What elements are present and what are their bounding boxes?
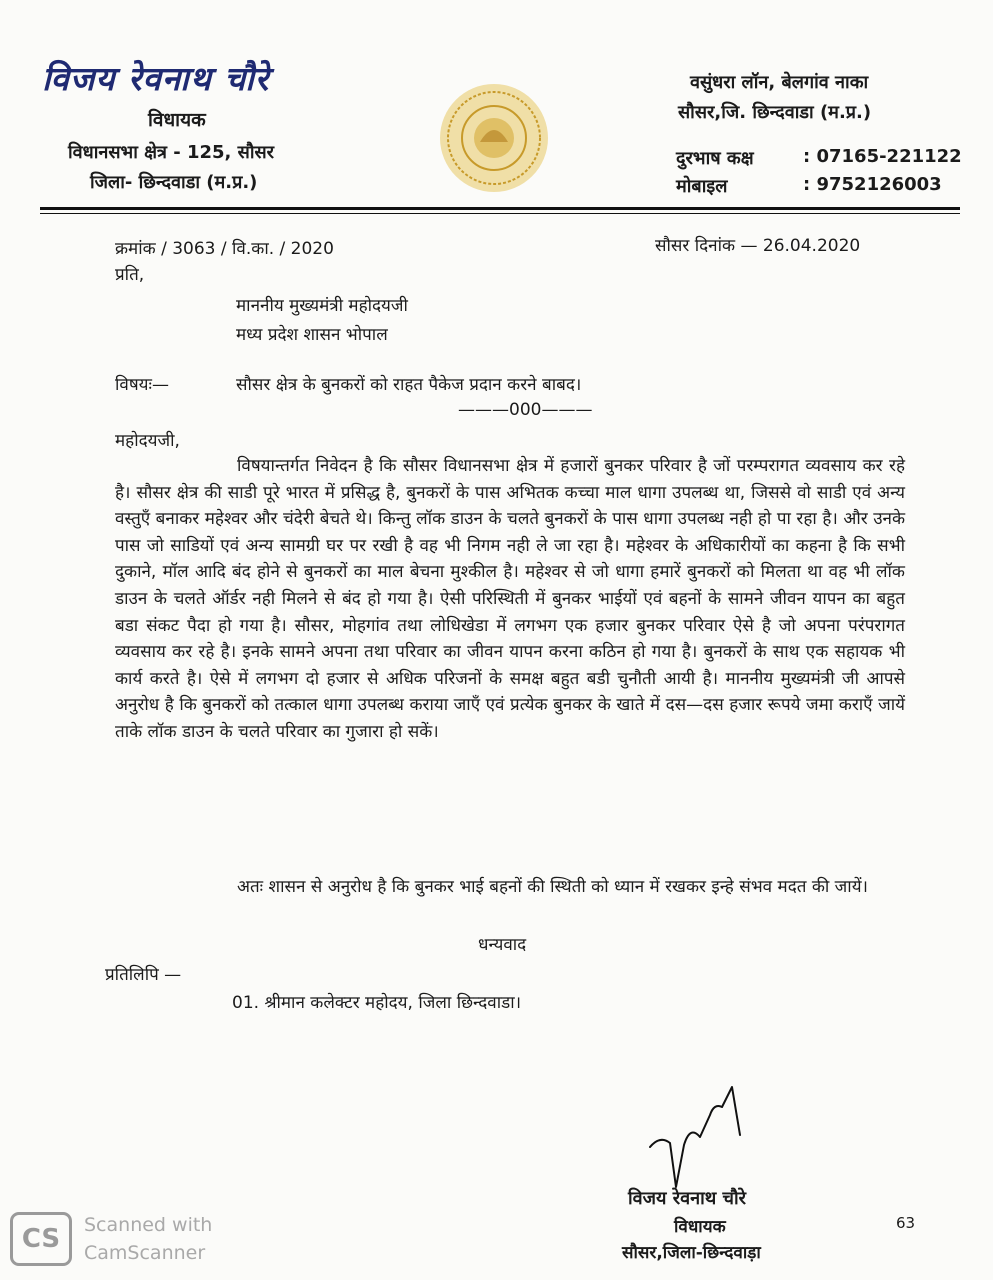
letterhead-constituency: विधानसभा क्षेत्र - 125, सौसर	[68, 142, 275, 163]
mobile-value: : 9752126003	[803, 174, 942, 195]
scanner-text-line1: Scanned with	[84, 1214, 213, 1236]
phone-label: दुरभाष कक्ष	[676, 148, 754, 169]
phone-value: : 07165-221122	[803, 146, 962, 167]
ref-number: क्रमांक / 3063 / वि.का. / 2020	[115, 239, 334, 259]
address-line2: सौसर,जि. छिन्दवाडा (म.प्र.)	[678, 102, 872, 123]
letter-date: सौसर दिनांक — 26.04.2020	[655, 236, 861, 256]
addressee-line1: माननीय मुख्यमंत्री महोदयजी	[236, 296, 408, 316]
emblem-seal-icon	[438, 82, 550, 194]
header-divider	[40, 207, 960, 210]
scanner-text-line2: CamScanner	[84, 1242, 206, 1264]
body-paragraph-2: अतः शासन से अनुरोध है कि बुनकर भाई बहनों की स्थिती को ध्यान में रखकर इन्हे संभव मदत की जायें।	[237, 877, 868, 897]
signature-name: विजय रेवनाथ चौरे	[628, 1188, 746, 1209]
signature-designation: विधायक	[674, 1217, 726, 1237]
signature-place: सौसर,जिला-छिन्दवाड़ा	[622, 1243, 761, 1263]
letterhead-designation: विधायक	[148, 109, 206, 131]
copy-label: प्रतिलिपि —	[105, 965, 182, 985]
body-paragraph-1: विषयान्तर्गत निवेदन है कि सौसर विधानसभा क्षेत्र में हजारों बुनकर परिवार है जों परम्परागत व्यवसाय कर रहे है। सौसर क्षेत्र की साडी पूरे भारत में प्रसिद्ध है, बुनकरों के पास अभितक कच्चा माल धागा उपलब्ध था, जिससे वो साडी एवं अन्य वस्तुएँ बनाकर महेश्वर और चंदेरी बेचते थे। किन्तु लॉक डाउन के चलते बुनकरों के पास धागा उपलब्ध नही हो पा रहा है। और उनके पास जो साडियों एवं अन्य सामग्री घर पर रखी है वह भी निगम नही ले जा रहा है। महेश्वर के अधिकारीयों का कहना है कि सभी दुकाने, मॉल आदि बंद होने से बुनकरों का माल बेचना मुश्कील है। महेश्वर से जो धागा हमारें बुनकरों को मिलता था वह भी लॉक डाउन के चलते ऑर्डर नही मिलने से बंद हो गया है। ऐसी परिस्थिती में बुनकर भाईयों एवं बहनों के सामने जीवन यापन का बहुत बडा संकट पैदा हो गया है। सौसर, मोहगांव तथा लोधिखेडा में लगभग एक हजार बुनकर परिवार ऐसे है जो अपना परंपरागत व्यवसाय कर रहे है। इनके सामने अपना तथा परिवार का जीवन यापन करना कठिन हो गया है। बुनकरों के साथ एक सहायक भी कार्य करते है। ऐसे में लगभग दो हजार से अधिक परिजनों के समक्ष बहुत बडी चुनौती आयी है। माननीय मुख्यमंत्री जी आपसे अनुरोध है कि बुनकरों को तत्काल धागा उपलब्ध कराया जाएँ एवं प्रत्येक बुनकर के खाते में दस—दस हजार रूपये जमा कराएँ जायें ताके लॉक डाउन के चलते परिवार का गुजारा हो सकें।	[115, 456, 905, 742]
addressee-line2: मध्य प्रदेश शासन भोपाल	[236, 325, 388, 345]
letterhead-district: जिला- छिन्दवाडा (म.प्र.)	[90, 172, 258, 193]
addressee-to: प्रति,	[115, 265, 145, 285]
salutation: महोदयजी,	[115, 431, 180, 451]
address-line1: वसुंधरा लॉन, बेलगांव नाका	[690, 72, 869, 93]
page-number: 63	[896, 1214, 916, 1232]
mobile-label: मोबाइल	[676, 176, 728, 197]
header-divider-thin	[40, 213, 960, 214]
subject-text: सौसर क्षेत्र के बुनकरों को राहत पैकेज प्रदान करने बाबद।	[236, 375, 582, 395]
subject-label: विषयः—	[115, 375, 169, 395]
subject-separator: ———000———	[458, 400, 593, 420]
thanks: धन्यवाद	[478, 935, 527, 955]
camscanner-logo-icon: CS	[10, 1212, 72, 1266]
copy-item-1: 01. श्रीमान कलेक्टर महोदय, जिला छिन्दवाडा।	[232, 993, 522, 1013]
signature-scribble-icon	[640, 1085, 760, 1190]
letterhead-name: विजय रेवनाथ चौरे	[42, 59, 270, 98]
